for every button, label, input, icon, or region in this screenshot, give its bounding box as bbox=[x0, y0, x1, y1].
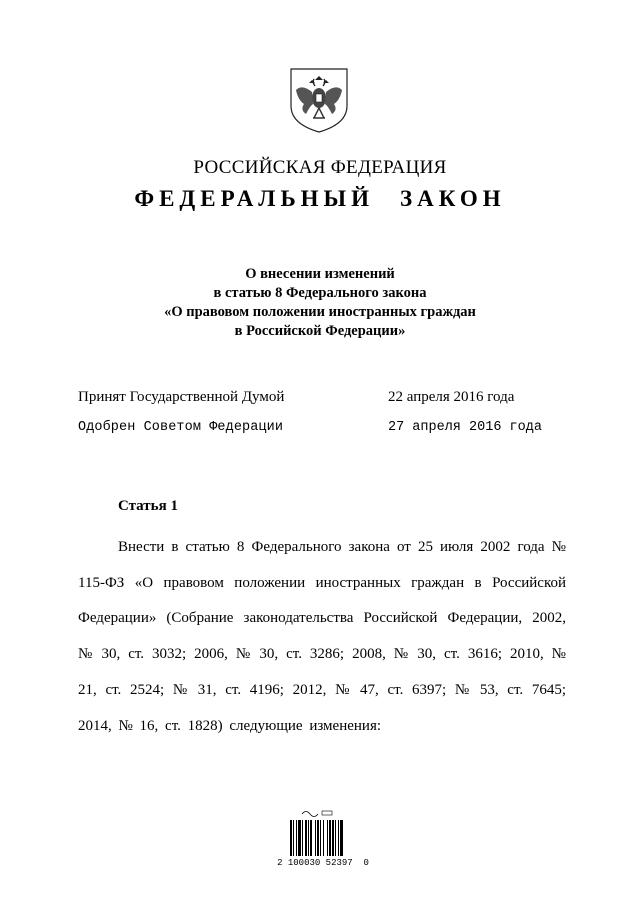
article-title: Статья 1 bbox=[118, 498, 178, 514]
barcode-stripe bbox=[332, 820, 334, 856]
barcode-stripe bbox=[338, 820, 339, 856]
document-type-word-2: ЗАКОН bbox=[400, 186, 506, 211]
barcode-stripe bbox=[308, 820, 309, 856]
barcode-stripe bbox=[327, 820, 328, 856]
barcode-stripe bbox=[293, 820, 294, 856]
barcode-stripe bbox=[340, 820, 343, 856]
barcode-number: 2 100030 52397 0 bbox=[277, 858, 369, 868]
barcode-stripe bbox=[315, 820, 316, 856]
coat-of-arms-emblem bbox=[288, 66, 350, 134]
barcode-icon bbox=[290, 820, 350, 856]
duma-adoption-date: 22 апреля 2016 года bbox=[388, 389, 515, 405]
barcode-stripe bbox=[310, 820, 312, 856]
subject-line-1: О внесении изменений bbox=[245, 266, 395, 282]
barcode-stamp-icon bbox=[300, 808, 336, 818]
barcode-stripe bbox=[329, 820, 331, 856]
document-type-heading bbox=[0, 186, 640, 212]
barcode-stripe bbox=[296, 820, 297, 856]
barcode-stripe bbox=[305, 820, 307, 856]
article-body-paragraph: Внести в статью 8 Федерального закона от 25 июля 2002 года № 115-ФЗ «О правовом положении иностранных граждан в Российской Федерации» (Собрание законодательства Российской Федерации, 2002, № 30, ст. 3032; 2006, № 30, ст. 3286; 2008, № 30, ст. 3616; 2010, № 21, ст. 2524; № 31, ст. 4196; 2012, № 47, ст. 6397; № 53, ст. 7645; 2014, № 16, ст. 1828) следующие изменения: bbox=[78, 539, 566, 734]
barcode-stripe bbox=[335, 820, 336, 856]
subject-line-3: «О правовом положении иностранных граждан bbox=[164, 304, 476, 320]
barcode-stripe bbox=[302, 820, 303, 856]
council-approval-label: Одобрен Советом Федерации bbox=[78, 420, 284, 435]
barcode-stripe bbox=[323, 820, 324, 856]
law-subject-title bbox=[0, 265, 640, 341]
barcode-stripe bbox=[320, 820, 321, 856]
subject-line-4: в Российской Федерации» bbox=[234, 323, 406, 339]
barcode-stripe bbox=[298, 820, 301, 856]
barcode-stripe bbox=[290, 820, 292, 856]
country-name: РОССИЙСКАЯ ФЕДЕРАЦИЯ bbox=[193, 157, 447, 178]
document-type-word-1: ФЕДЕРАЛЬНЫЙ bbox=[134, 186, 375, 211]
duma-adoption-label: Принят Государственной Думой bbox=[78, 389, 285, 405]
barcode-stripe bbox=[317, 820, 319, 856]
council-approval-date: 27 апреля 2016 года bbox=[388, 420, 542, 435]
subject-line-2: в статью 8 Федерального закона bbox=[213, 285, 427, 301]
